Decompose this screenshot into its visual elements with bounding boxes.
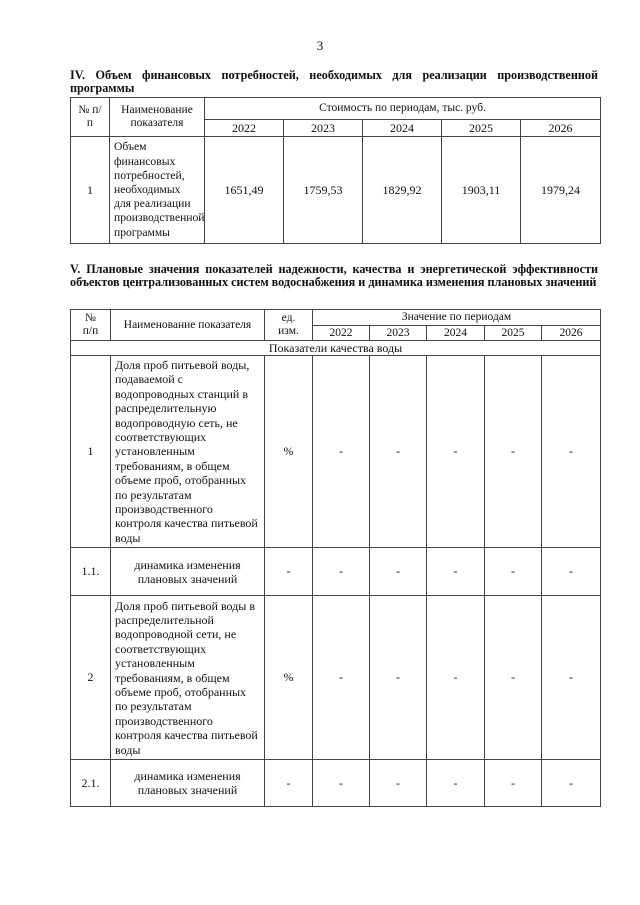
- row-value: -: [427, 760, 485, 807]
- row-value: -: [370, 548, 427, 596]
- page-number: 3: [316, 38, 324, 53]
- row-value: -: [485, 548, 542, 596]
- row-number: 1.1.: [71, 548, 111, 596]
- row-value: -: [542, 760, 601, 807]
- year-header: 2026: [542, 326, 601, 341]
- row-value: -: [313, 356, 370, 548]
- year-header: 2026: [521, 120, 601, 137]
- year-header: 2025: [442, 120, 521, 137]
- row-number: 2.1.: [71, 760, 111, 807]
- table-row: [71, 356, 601, 548]
- row-value: -: [370, 596, 427, 760]
- year-header: 2022: [313, 326, 370, 341]
- row-value: -: [427, 548, 485, 596]
- row-number: 1: [71, 137, 110, 244]
- row-unit: -: [265, 548, 313, 596]
- row-value: -: [370, 356, 427, 548]
- cost-value: 1829,92: [363, 137, 442, 244]
- row-value: -: [542, 596, 601, 760]
- row-value: -: [370, 760, 427, 807]
- table-row: [71, 137, 601, 244]
- cost-value: 1651,49: [205, 137, 284, 244]
- row-name: динамика изменения плановых значений: [111, 548, 265, 596]
- cost-value: 1979,24: [521, 137, 601, 244]
- financial-needs-table: [70, 97, 601, 244]
- row-name: Доля проб питьевой воды, подаваемой с водопроводных станций в распределительную водопроводную сеть, не соответствующих установленным требованиям, в общем объеме проб, отобранных по результатам производственного контроля качества питьевой воды: [111, 356, 265, 548]
- section-5-title-text: V. Плановые значения показателей надежности, качества и энергетической эффективности объектов централизованных систем водоснабжения и динамика изменения плановых значений: [70, 262, 598, 289]
- row-value: -: [427, 356, 485, 548]
- row-value: -: [485, 760, 542, 807]
- col-header-name: Наименование показателя: [111, 310, 265, 341]
- row-number: 2: [71, 596, 111, 760]
- year-header: 2024: [427, 326, 485, 341]
- section-4-title: IV. Объем финансовых потребностей, необходимых для реализации производственной программы: [70, 68, 598, 95]
- group-header: Показатели качества воды: [71, 341, 601, 356]
- col-header-values: Значение по периодам: [313, 310, 601, 326]
- col-header-unit: ед. изм.: [265, 310, 313, 341]
- section-5-title: [70, 263, 598, 289]
- col-header-name: Наименование показателя: [110, 98, 205, 137]
- row-unit: %: [265, 356, 313, 548]
- year-header: 2023: [284, 120, 363, 137]
- row-unit: -: [265, 760, 313, 807]
- row-name: Объем финансовых потребностей, необходимых для реализации производственной программы: [110, 137, 205, 244]
- col-header-number: № п/п: [71, 98, 110, 137]
- table-row: [71, 760, 601, 807]
- col-header-cost: Стоимость по периодам, тыс. руб.: [205, 98, 601, 120]
- table-row: [71, 548, 601, 596]
- row-name: динамика изменения плановых значений: [111, 760, 265, 807]
- cost-value: 1759,53: [284, 137, 363, 244]
- row-value: -: [313, 548, 370, 596]
- cost-value: 1903,11: [442, 137, 521, 244]
- row-value: -: [542, 356, 601, 548]
- year-header: 2025: [485, 326, 542, 341]
- row-value: -: [313, 596, 370, 760]
- row-value: -: [542, 548, 601, 596]
- row-value: -: [485, 356, 542, 548]
- row-value: -: [313, 760, 370, 807]
- row-value: -: [427, 596, 485, 760]
- row-number: 1: [71, 356, 111, 548]
- row-value: -: [485, 596, 542, 760]
- year-header: 2024: [363, 120, 442, 137]
- row-unit: %: [265, 596, 313, 760]
- year-header: 2022: [205, 120, 284, 137]
- indicators-table: [70, 309, 601, 807]
- table-row: [71, 596, 601, 760]
- year-header: 2023: [370, 326, 427, 341]
- col-header-number: № п/п: [71, 310, 111, 341]
- row-name: Доля проб питьевой воды в распределительной водопроводной сети, не соответствующих установленным требованиям, в общем объеме проб, отобранных по результатам производственного контроля качества питьевой воды: [111, 596, 265, 760]
